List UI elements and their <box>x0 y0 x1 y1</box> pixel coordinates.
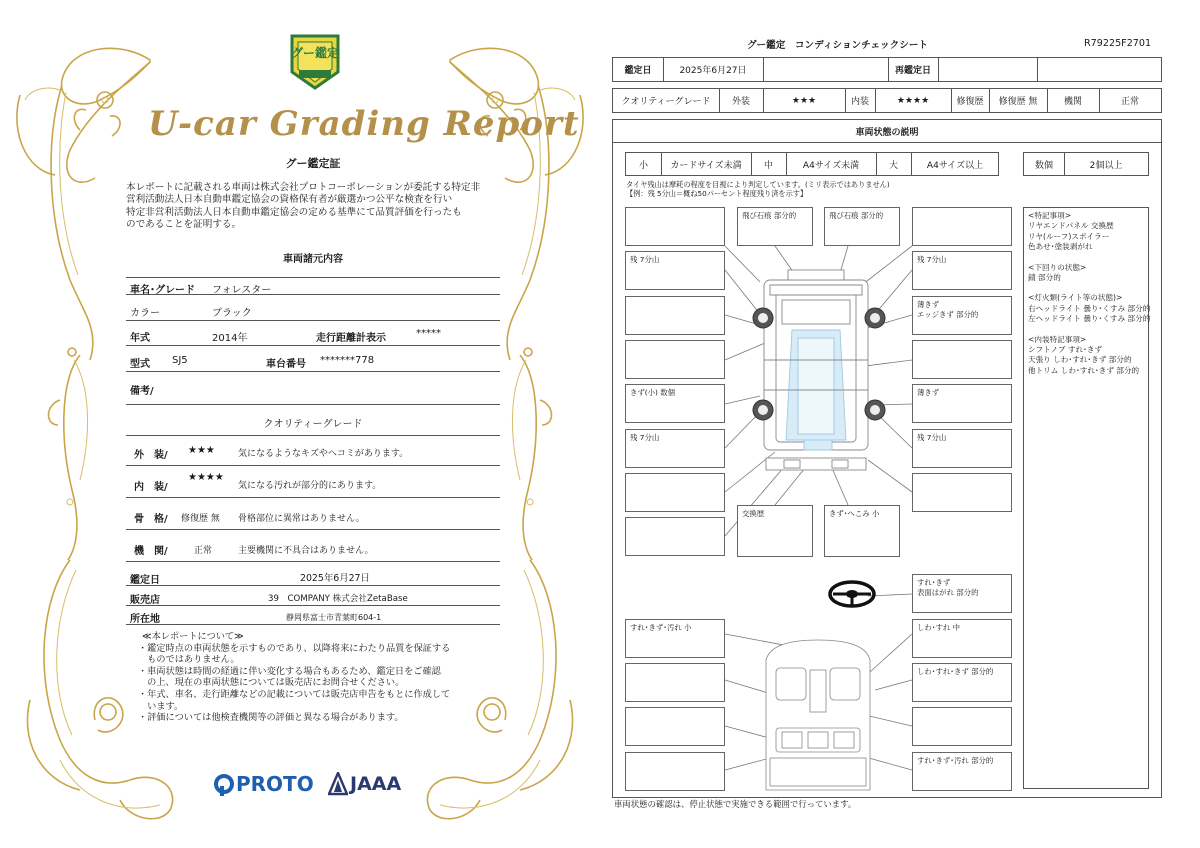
spec-model-row <box>126 350 500 372</box>
note-line: ・車両状態は時間の経過に伴い変化する場合もあるため、鑑定日をご確認 <box>138 665 441 677</box>
callout-text: すれ･きず･汚れ 部分的 <box>917 756 994 765</box>
note-line: ・年式、車名、走行距離などの記載については販売店申告をもとに作成して <box>138 688 451 700</box>
remark-line: 錆 部分的 <box>1028 273 1061 283</box>
callout-text: 残 7分山 <box>630 255 660 264</box>
name-label: 車名･グレード <box>130 285 195 296</box>
tire-note-1: タイヤ残山は摩耗の程度を目視により判定しています。(ミリ表示ではありません) <box>626 180 890 189</box>
callout-text: 飛び石痕 部分的 <box>829 211 884 220</box>
footer-note: 車両状態の確認は、停止状態で実施できる範囲で行っています。 <box>614 799 857 809</box>
callout-text: 飛び石痕 部分的 <box>742 211 797 220</box>
year-value: 2014年 <box>212 333 248 344</box>
remark-line: シフトノブ すれ･きず <box>1028 345 1103 355</box>
callout-interior-right-4 <box>912 752 1012 791</box>
engine-row <box>126 534 500 562</box>
date-label: 鑑定日 <box>624 66 652 76</box>
address-row <box>126 609 500 625</box>
callout-left-6 <box>625 473 725 512</box>
callout-front-right-top <box>912 207 1012 246</box>
color-value: ブラック <box>212 308 252 319</box>
cert-line: 特定非営利活動法人日本自動車鑑定協会の定める基準にて品質評価を行ったも <box>126 206 462 218</box>
callout-steering <box>912 574 1012 613</box>
callout-text: 残 7分山 <box>630 433 660 442</box>
engine-label: 機 関/ <box>134 546 168 557</box>
note-line: ものではありません。 <box>138 654 240 666</box>
callout-right-1 <box>912 251 1012 290</box>
report-notes <box>138 631 508 724</box>
callout-interior-right-2 <box>912 663 1012 702</box>
tire-note-2: 【例：残 5分山＝概ね50パーセント程度残り済を示す】 <box>626 189 808 198</box>
model-value: SJ5 <box>172 355 188 366</box>
ext-stars: ★★★ <box>791 95 817 106</box>
quality-heading-row <box>126 404 500 436</box>
interior-label: 内 装/ <box>134 482 168 493</box>
int-stars: ★★★★ <box>896 95 930 106</box>
cert-line: 営利活動法人日本自動車鑑定協会の資格保有者が厳選かつ公平な検査を行い <box>126 194 453 206</box>
repair-label: 修復歴 <box>956 97 984 107</box>
address-value: 静岡県富士市青葉町604-1 <box>286 613 382 622</box>
size-mid: 中 <box>763 160 773 171</box>
callout-text: きず･へこみ 小 <box>829 509 880 518</box>
count-desc: 2個以上 <box>1089 160 1123 171</box>
note-line: ・評価については他検査機関等の評価と異なる場合があります。 <box>138 712 404 724</box>
mileage-label: 走行距離計表示 <box>316 333 386 344</box>
callout-right-4 <box>912 384 1012 423</box>
remark-line: <特記事項> <box>1028 211 1072 220</box>
cert-line: 本レポートに記載される車両は株式会社プロトコーポレーションが委託する特定非 <box>126 182 481 193</box>
engine-label: 機関 <box>1063 97 1082 107</box>
goo-kantei-badge <box>288 32 342 92</box>
callout-interior-left-4 <box>625 752 725 791</box>
year-label: 年式 <box>130 333 150 344</box>
date-row <box>126 568 500 586</box>
exterior-row <box>126 438 500 466</box>
ext-label: 外装 <box>731 97 750 107</box>
int-label: 内装 <box>850 97 869 107</box>
remark-line: 天張り しわ･すれ･きず 部分的 <box>1028 355 1132 365</box>
note-line: の上、現在の車両状態については販売店にお問合せください。 <box>138 677 405 689</box>
color-label: カラー <box>130 308 160 319</box>
section-title: 車両状態の説明 <box>855 127 919 138</box>
callout-right-3 <box>912 340 1012 379</box>
frame-text: 骨格部位に異常はありません。 <box>238 514 365 524</box>
callout-text: 薄きず エッジきず 部分的 <box>917 300 979 319</box>
model-label: 型式 <box>130 359 150 370</box>
cert-heading: グー鑑定証 <box>285 157 341 170</box>
callout-front-center-left <box>737 207 813 246</box>
mileage-value: ***** <box>416 328 441 339</box>
proto-logo <box>214 772 324 798</box>
remark-line: リヤエンドパネル 交換歴 <box>1028 221 1114 231</box>
callout-left-4 <box>625 384 725 423</box>
size-large-desc: A4サイズ以上 <box>926 160 984 171</box>
spec-year-row <box>126 324 500 346</box>
callout-interior-right-3 <box>912 707 1012 746</box>
condition-check-sheet <box>600 0 1200 848</box>
exterior-text: 気になるようなキズやヘコミがあります。 <box>238 449 409 459</box>
remark-line: 色あせ･塗装剥がれ <box>1028 242 1093 252</box>
remarks-label: 備考/ <box>130 386 154 397</box>
callout-text: 残 7分山 <box>917 255 947 264</box>
callout-text: すれ･きず･汚れ 小 <box>630 623 692 632</box>
callout-interior-right-1 <box>912 619 1012 658</box>
engine-value: 正常 <box>194 546 213 556</box>
callout-left-3 <box>625 340 725 379</box>
callout-right-2 <box>912 296 1012 335</box>
remark-line: 右ヘッドライト 曇り･くすみ 部分的 <box>1028 303 1151 313</box>
callout-interior-left-3 <box>625 707 725 746</box>
sheet-title: グー鑑定 コンディションチェックシート <box>746 40 929 51</box>
size-mid-desc: A4サイズ未満 <box>802 160 860 171</box>
callout-text: しわ･すれ･きず 部分的 <box>917 667 994 676</box>
redate-label: 再鑑定日 <box>894 66 931 76</box>
remark-line: 左ヘッドライト 曇り･くすみ 部分的 <box>1028 314 1151 324</box>
interior-text: 気になる汚れが部分的にあります。 <box>238 481 382 491</box>
callout-right-6 <box>912 473 1012 512</box>
quality-heading: クオリティーグレード <box>263 419 363 430</box>
note-line: います。 <box>138 700 184 712</box>
exterior-label: 外 装/ <box>134 450 168 461</box>
count-label: 数個 <box>1034 160 1053 171</box>
date-label: 鑑定日 <box>130 575 160 586</box>
callout-text: 交換歴 <box>742 509 765 518</box>
remark-line: <内装特記事項> <box>1028 334 1087 344</box>
callout-rear-right <box>824 505 900 557</box>
callout-text: きず(小) 数個 <box>630 388 676 397</box>
callout-interior-left-1 <box>625 619 725 658</box>
remark-line: <下回りの状態> <box>1028 262 1087 272</box>
dealer-value: 39 COMPANY 株式会社ZetaBase <box>268 594 408 604</box>
callout-text: すれ･きず 表面はがれ 部分的 <box>917 578 979 597</box>
dealer-row <box>126 589 500 606</box>
badge-label: グー鑑定 <box>290 46 339 60</box>
callout-rear-left <box>737 505 813 557</box>
report-title: U-car Grading Report <box>148 104 580 144</box>
exterior-stars: ★★★ <box>188 445 215 456</box>
spec-color-row <box>126 299 500 321</box>
quality-label: クオリティーグレード <box>621 97 711 107</box>
steering-wheel-icon <box>830 582 874 606</box>
size-small: 小 <box>638 160 648 171</box>
callout-text: 薄きず <box>917 388 940 397</box>
jaaa-logo <box>328 772 418 798</box>
remark-line: 他トリム しわ･すれ･きず 部分的 <box>1028 365 1140 375</box>
remark-line: リヤ(ルーフ)スポイラー <box>1028 231 1110 241</box>
report-id: R79225F2701 <box>1084 38 1152 49</box>
callout-right-5 <box>912 429 1012 468</box>
engine-value: 正常 <box>1120 97 1139 107</box>
callout-left-5 <box>625 429 725 468</box>
spec-remarks-row <box>126 378 500 400</box>
callout-front-left-top <box>625 207 725 246</box>
date-value: 2025年6月27日 <box>300 573 370 584</box>
cert-body <box>126 182 500 232</box>
callout-text: しわ･すれ 中 <box>917 623 960 632</box>
notes-title: ≪本レポートについて≫ <box>142 631 244 642</box>
address-label: 所在地 <box>130 614 160 625</box>
interior-row <box>126 470 500 498</box>
frame-value: 修復歴 無 <box>181 514 220 524</box>
interior-stars: ★★★★ <box>188 472 224 483</box>
cert-line: のであることを証明する。 <box>126 219 242 231</box>
chassis-value: *******778 <box>320 355 375 366</box>
dealer-label: 販売店 <box>130 595 160 606</box>
name-value: フォレスター <box>212 285 272 296</box>
specs-heading: 車両諸元内容 <box>283 254 343 265</box>
note-line: ・鑑定時点の車両状態を示すものであり、以降将来にわたり品質を保証する <box>138 642 451 654</box>
frame-row <box>126 502 500 530</box>
remark-line: <灯火類(ライト等の状態)> <box>1028 293 1123 303</box>
callout-text: 残 7分山 <box>917 433 947 442</box>
callout-left-2 <box>625 296 725 335</box>
frame-label: 骨 格/ <box>134 514 168 525</box>
size-large: 大 <box>888 160 898 171</box>
engine-text: 主要機関に不具合はありません。 <box>238 546 374 556</box>
jaaa-wordmark: JAAA <box>350 773 402 795</box>
chassis-label: 車台番号 <box>266 359 306 370</box>
proto-wordmark: PROTO <box>236 772 314 796</box>
spec-name-row <box>126 277 500 295</box>
callout-front-center-right <box>824 207 900 246</box>
callout-left-7 <box>625 517 725 556</box>
callout-interior-left-2 <box>625 663 725 702</box>
size-small-desc: カードサイズ未満 <box>670 160 742 171</box>
date-value: 2025年6月27日 <box>679 66 747 76</box>
repair-value: 修復歴 無 <box>998 97 1038 107</box>
callout-left-1 <box>625 251 725 290</box>
